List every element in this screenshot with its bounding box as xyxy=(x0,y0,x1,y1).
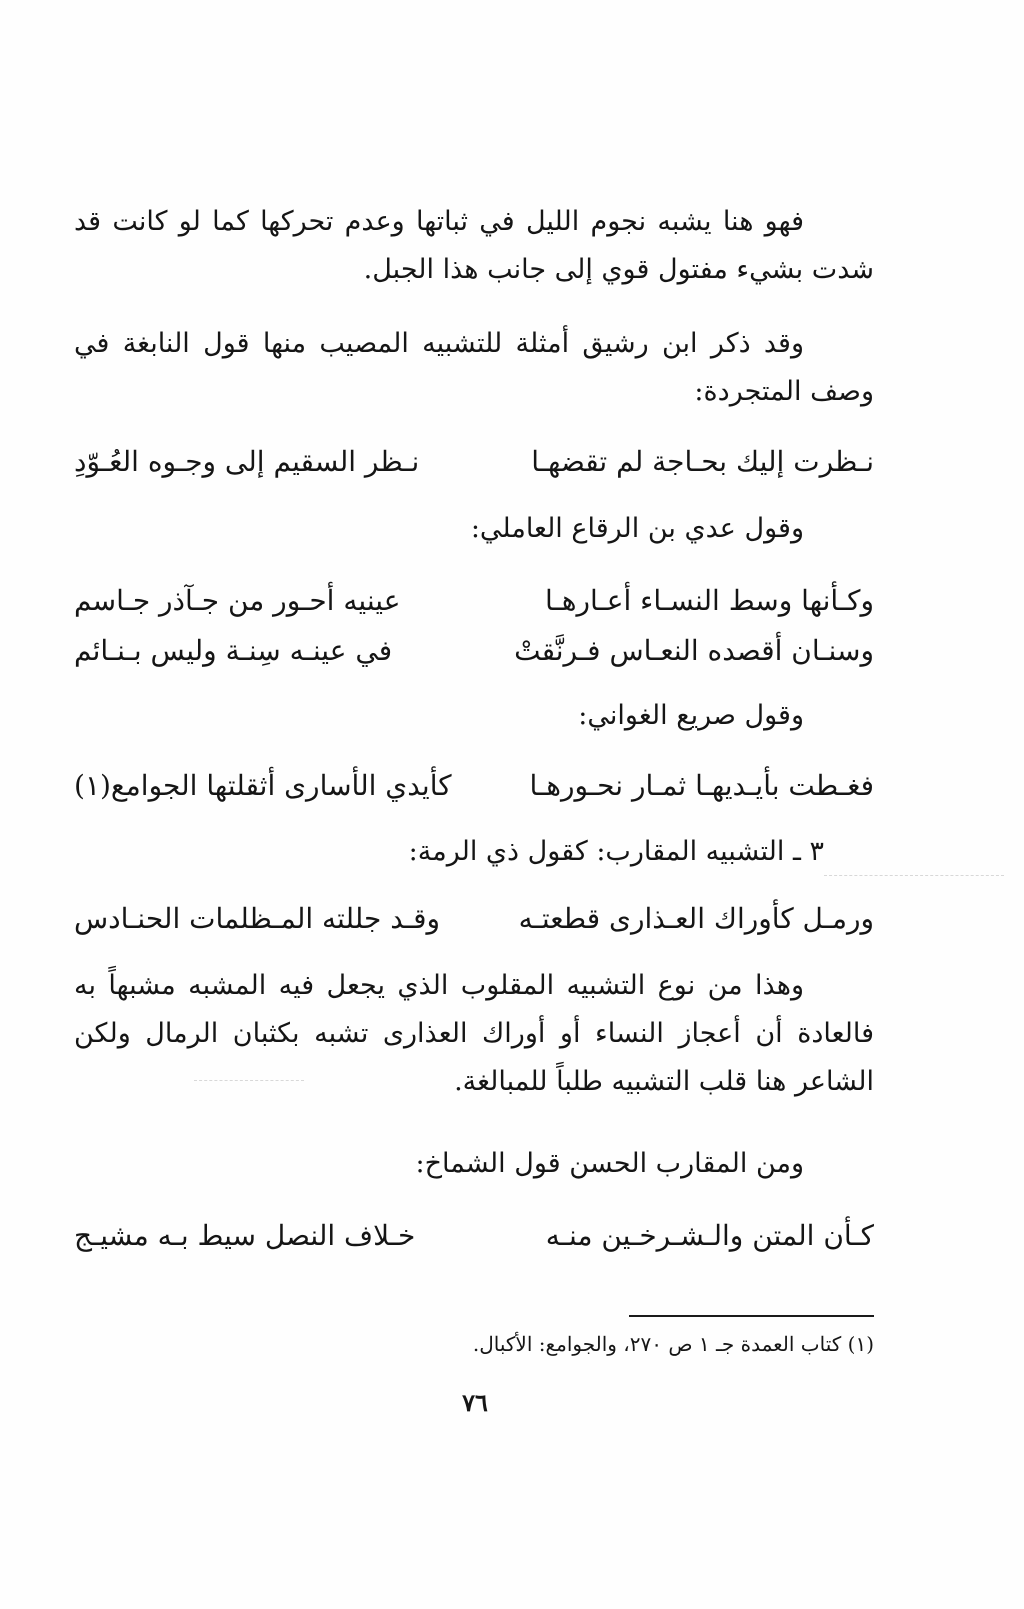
section-3-heading: ٣ ـ التشبيه المقارب: كقول ذي الرمة: xyxy=(408,836,824,867)
footnote-divider xyxy=(629,1315,874,1317)
verse-first-hemistich: كـأن المتن والـشـرخـين منـه xyxy=(545,1219,874,1252)
verse-first-hemistich: ورمـل كأوراك العـذارى قطعتـه xyxy=(518,902,874,935)
verse-second-hemistich: في عينـه سِنـة وليس بـنـائم xyxy=(74,634,393,667)
intro-adi: وقول عدي بن الرقاع العاملي: xyxy=(470,513,804,544)
paragraph-inverted-simile: وهذا من نوع التشبيه المقلوب الذي يجعل فيه المشبه مشبهاً به فالعادة أن أعجاز النساء أو أوراك العذارى تشبه بكثبان الرمال ولكن الشاعر هنا قلب التشبيه طلباً للمبالغة. xyxy=(74,970,874,1097)
verse-second-hemistich: عينيه أحـور من جـآذر جـاسم xyxy=(74,584,401,617)
verse-second-hemistich: نـظر السقيم إلى وجـوه العُـوّدِ xyxy=(74,445,420,478)
paragraph-stars: فهو هنا يشبه نجوم الليل في ثباتها وعدم تحركها كما لو كانت قد شدت بشيء مفتول قوي إلى جانب هذا الجبل. xyxy=(74,206,874,285)
verse-adi-2 xyxy=(74,627,874,675)
verse-sari xyxy=(74,762,874,810)
verse-second-hemistich: وقـد جللته المـظلمات الحنـادس xyxy=(74,902,441,935)
page-number: ٧٦ xyxy=(462,1388,488,1417)
intro-sari: وقول صريع الغواني: xyxy=(578,700,804,731)
intro-shammakh: ومن المقارب الحسن قول الشماخ: xyxy=(415,1148,804,1179)
verse-first-hemistich: وسنـان أقصده النعـاس فـرنَّقتْ xyxy=(514,634,874,667)
paragraph-ibn-rashiq: وقد ذكر ابن رشيق أمثلة للتشبيه المصيب منها قول النابغة في وصف المتجردة: xyxy=(74,328,874,407)
verse-second-hemistich: كأيدي الأسارى أثقلتها الجوامع(١) xyxy=(74,769,452,802)
verse-first-hemistich: نـظرت إليك بحـاجة لم تقضهـا xyxy=(531,445,874,478)
verse-shammakh xyxy=(74,1212,874,1260)
verse-first-hemistich: فغـطت بأيـديهـا ثمـار نحـورهـا xyxy=(529,769,874,802)
verse-adi-1 xyxy=(74,577,874,625)
footnote: (١) كتاب العمدة جـ ١ ص ٢٧٠، والجوامع: الأكبال. xyxy=(472,1332,874,1356)
verse-nabigha xyxy=(74,438,874,486)
verse-first-hemistich: وكـأنها وسط النسـاء أعـارهـا xyxy=(545,584,874,617)
verse-second-hemistich: خـلاف النصل سيط بـه مشيـج xyxy=(74,1219,416,1252)
verse-dhu-al-rumma xyxy=(74,895,874,943)
